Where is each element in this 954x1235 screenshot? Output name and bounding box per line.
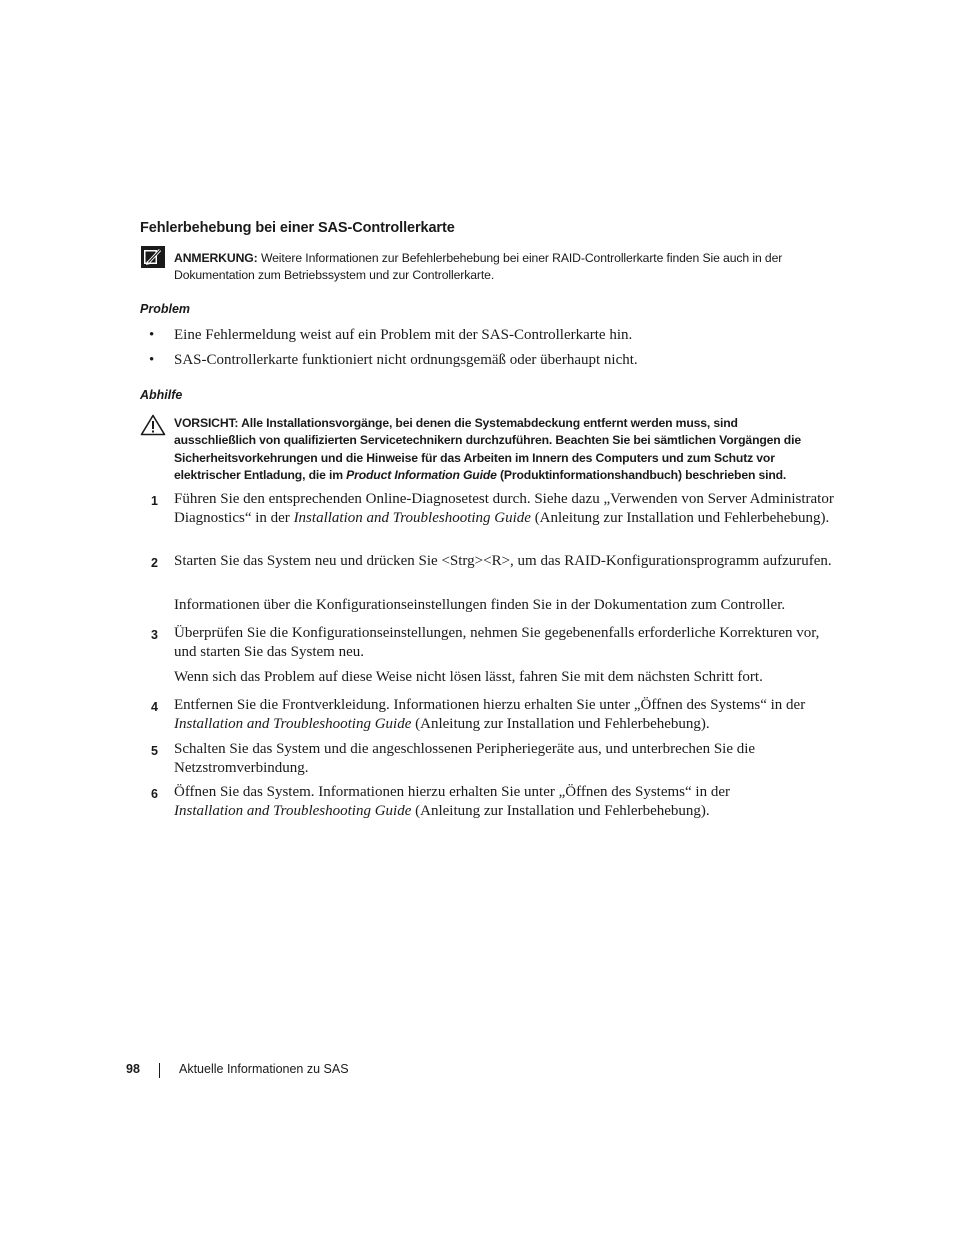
step-followup-text: Informationen über die Konfigurationseinstellungen finden Sie in der Dokumentation zum Controller. <box>174 597 786 613</box>
step-text <box>174 490 834 528</box>
step-text-part: (Anleitung zur Installation und Fehlerbehebung). <box>534 510 830 526</box>
caution-body: Alle Installationsvorgänge, bei denen die Systemabdeckung entfernt werden muss, sind ausschließlich von qualifizierten Servicetechnikern durchzuführen. Beachten Sie bei sämtlichen Vorgängen die Sicherheitsvorkehrungen und die Hinweise für das Arbeiten im Innern des Computers und zum Schutz vor elektrischer Entladung, die im <box>174 416 801 483</box>
bullet-text: SAS-Controllerkarte funktioniert nicht ordnungsgemäß oder überhaupt nicht. <box>174 352 638 368</box>
note-body: Weitere Informationen zur Befehlerbehebung bei einer RAID-Controllerkarte finden Sie auch in der Dokumentation zum Betriebssystem und zur Controllerkarte. <box>174 251 783 282</box>
bullet-text: Eine Fehlermeldung weist auf ein Problem mit der SAS-Controllerkarte hin. <box>174 327 633 343</box>
step-text: Überprüfen Sie die Konfigurationseinstellungen, nehmen Sie gegebenenfalls erforderliche Korrekturen vor, und starten Sie das System neu. <box>174 625 820 660</box>
note-label: ANMERKUNG: <box>174 251 258 265</box>
step-followup-text: Wenn sich das Problem auf diese Weise nicht lösen lässt, fahren Sie mit dem nächsten Schritt fort. <box>174 669 763 685</box>
step-text-part: Entfernen Sie die Frontverkleidung. Informationen hierzu erhalten Sie unter „Öffnen des Systems“ in der <box>174 697 806 713</box>
step-number: 5 <box>151 744 158 758</box>
footer-separator <box>159 1063 160 1078</box>
section-heading: Fehlerbehebung bei einer SAS-Controllerkarte <box>140 220 455 236</box>
step-text-part: (Anleitung zur Installation und Fehlerbehebung). <box>415 803 710 819</box>
bullet-icon: • <box>149 352 155 368</box>
step-text-part: Öffnen Sie das System. Informationen hierzu erhalten Sie unter „Öffnen des Systems“ in der <box>174 784 730 800</box>
step-number: 3 <box>151 628 158 642</box>
page-number: 98 <box>126 1062 140 1076</box>
note-text <box>174 250 814 284</box>
caution-body-end: (Produktinformationshandbuch) beschrieben sind. <box>500 468 787 483</box>
step-number: 1 <box>151 494 158 508</box>
step-text: Schalten Sie das System und die angeschlossenen Peripheriegeräte aus, und unterbrechen Sie die Netzstromverbindung. <box>174 741 756 776</box>
problem-heading: Problem <box>140 302 191 316</box>
footer-title: Aktuelle Informationen zu SAS <box>179 1062 349 1076</box>
step-number: 6 <box>151 787 158 801</box>
abhilfe-heading: Abhilfe <box>140 388 183 402</box>
step-number: 4 <box>151 700 158 714</box>
step-text-part: (Anleitung zur Installation und Fehlerbehebung). <box>415 716 710 732</box>
step-text: Starten Sie das System neu und drücken Sie <Strg><R>, um das RAID-Konfigurationsprogramm aufzurufen. <box>174 553 832 569</box>
step-text <box>174 696 834 734</box>
bullet-icon: • <box>149 327 155 343</box>
step-number: 2 <box>151 556 158 570</box>
pencil-note-icon <box>141 246 165 268</box>
warning-triangle-icon <box>140 414 166 436</box>
step-guide-title: Installation and Troubleshooting Guide <box>174 803 412 819</box>
step-guide-title: Installation and Troubleshooting Guide <box>174 716 412 732</box>
caution-label: VORSICHT: <box>174 416 239 430</box>
caution-text <box>174 415 814 485</box>
step-text-part: Führen Sie den entsprechenden Online-Diagnosetest durch. Siehe dazu „Verwenden von Server Administrator Diagnostics“ in der <box>174 491 834 526</box>
step-text <box>174 783 834 821</box>
step-guide-title: Installation and Troubleshooting Guide <box>293 510 531 526</box>
caution-italic: Product Information Guide <box>346 468 497 483</box>
